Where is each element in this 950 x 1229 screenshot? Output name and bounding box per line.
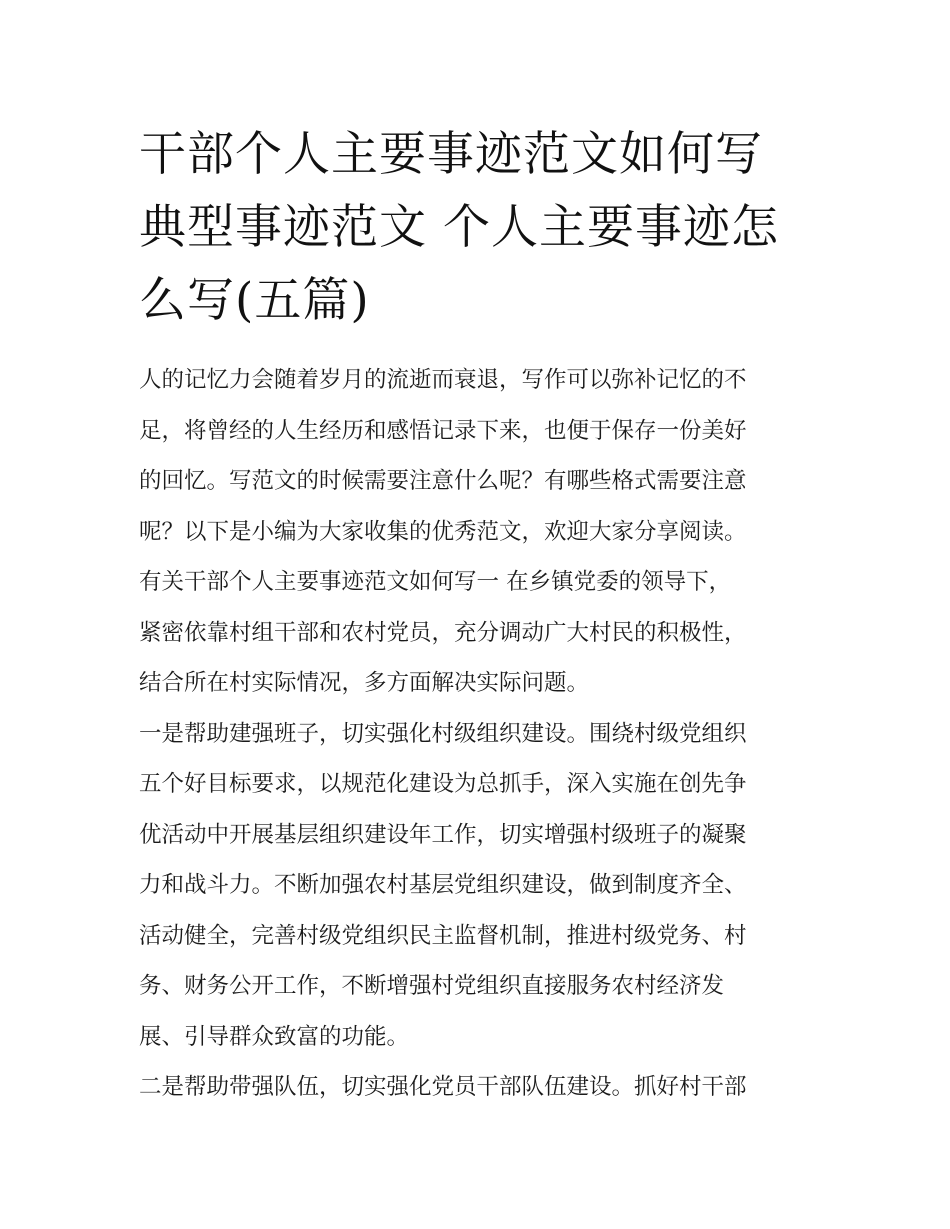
text-line: 展、引导群众致富的功能。 [139,1023,410,1050]
text-line: 有关干部个人主要事迹范文如何写一 在乡镇党委的领导下， [139,569,732,595]
text-line: 二是帮助带强队伍，切实强化党员干部队伍建设。抓好村干部 [139,1074,747,1100]
text-line: 呢？以下是小编为大家收集的优秀范文，欢迎大家分享阅读。 [139,518,747,545]
paragraph-section-one [139,557,819,709]
text-line: 的回忆。写范文的时候需要注意什么呢？有哪些格式需要注意 [139,468,747,494]
text-line: 务、财务公开工作，不断增强村党组织直接服务农村经济发 [139,973,725,999]
document-title [139,118,819,337]
text-line: 人的记忆力会随着岁月的流逝而衰退，写作可以弥补记忆的不 [139,367,747,393]
text-line: 紧密依靠村组干部和农村党员，充分调动广大村民的积极性， [139,619,747,646]
text-line: 结合所在村实际情况，多方面解决实际问题。 [139,670,590,696]
text-line: 力和战斗力。不断加强农村基层党组织建设，做到制度齐全、 [139,872,747,898]
text-line: 五个好目标要求，以规范化建设为总抓手，深入实施在创先争 [139,771,747,797]
text-line: 活动健全，完善村级党组织民主监督机制，推进村级党务、村 [139,922,747,949]
text-line: 足，将曾经的人生经历和感悟记录下来，也便于保存一份美好 [139,417,747,444]
title-line: 干部个人主要事迹范文如何写 [139,127,763,182]
paragraph-intro [139,355,819,557]
title-line: 么写(五篇) [139,273,370,328]
text-line: 优活动中开展基层组织建设年工作，切实增强村级班子的凝聚 [139,821,747,848]
paragraph-point-two [139,1062,819,1113]
document-body [139,355,819,1113]
text-line: 一是帮助建强班子，切实强化村级组织建设。围绕村级党组织 [139,720,747,747]
paragraph-point-one [139,709,819,1063]
title-line: 典型事迹范文 个人主要事迹怎 [139,200,779,255]
